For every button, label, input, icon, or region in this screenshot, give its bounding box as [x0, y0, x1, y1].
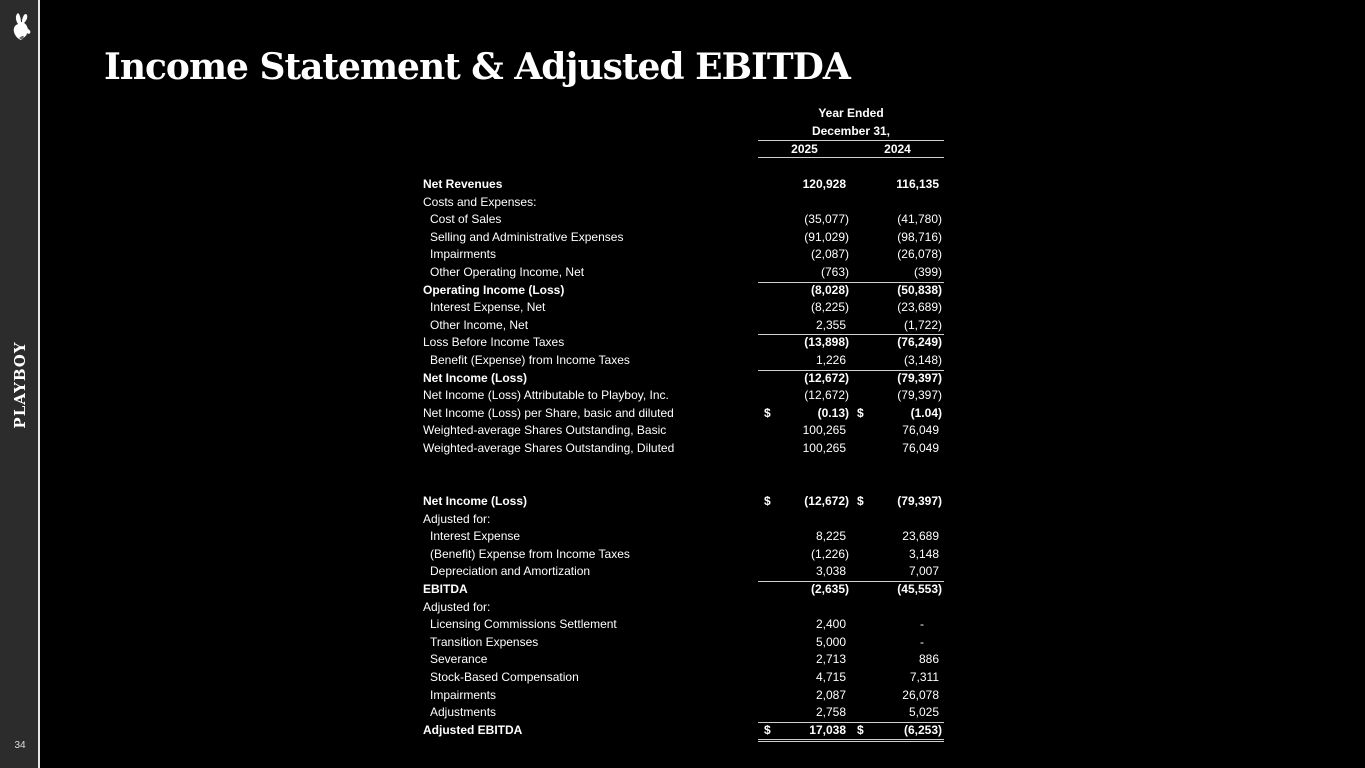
header-divider [758, 140, 944, 141]
row-label: Net Income (Loss) [423, 494, 528, 508]
cell-2025 [758, 299, 851, 317]
cell-value: 4,715 [815, 670, 846, 684]
cell-value: 3,148 [908, 546, 939, 561]
cell-2025 [758, 334, 851, 352]
cell-2024 [851, 405, 944, 423]
page-number: 34 [14, 740, 26, 751]
cell-2024 [851, 669, 944, 687]
row-label: Adjusted for: [423, 511, 491, 526]
cell-value: 2,400 [815, 617, 846, 632]
table-row [423, 493, 944, 511]
page-title: Income Statement & Adjusted EBITDA [104, 46, 850, 88]
cell-value: 76,049 [902, 441, 939, 455]
table-row [423, 722, 944, 740]
cell-value: 886 [918, 652, 939, 667]
cell-2025 [758, 352, 851, 371]
cell-2025 [758, 422, 851, 440]
cell-2025 [758, 387, 851, 405]
table-row [423, 405, 944, 423]
cell-2024 [851, 687, 944, 705]
cell-value: (12,672) [804, 370, 849, 385]
row-label: Stock-Based Compensation [430, 670, 579, 684]
table-row [423, 282, 944, 300]
row-label: Operating Income (Loss) [423, 282, 565, 297]
cell-2025 [758, 405, 851, 423]
row-label: Benefit (Expense) from Income Taxes [430, 353, 630, 367]
header-year-ended: Year Ended [818, 106, 884, 120]
row-label: Weighted-average Shares Outstanding, Diluted [423, 441, 675, 455]
row-label: Costs and Expenses: [423, 194, 537, 209]
currency-symbol: $ [764, 722, 771, 737]
table-row [423, 246, 944, 264]
cell-value: (12,672) [804, 494, 849, 508]
cell-2024 [851, 546, 944, 564]
cell-2025 [758, 669, 851, 687]
row-label: Interest Expense, Net [430, 300, 546, 315]
cell-value: 23,689 [902, 529, 939, 544]
cell-2025 [758, 511, 851, 529]
cell-value: 26,078 [902, 687, 939, 702]
cell-value: (13,898) [804, 335, 849, 350]
cell-value: 100,265 [802, 441, 846, 455]
row-label: Impairments [430, 687, 497, 702]
header-divider [758, 157, 944, 158]
cell-2024 [851, 493, 944, 511]
cell-value: (26,078) [897, 247, 942, 262]
cell-value: (1,722) [903, 317, 942, 332]
cell-2025 [758, 194, 851, 212]
cell-value: 116,135 [896, 177, 939, 191]
cell-value: 100,265 [802, 423, 846, 438]
cell-2024 [851, 616, 944, 634]
table-row [423, 563, 944, 581]
row-label: Licensing Commissions Settlement [430, 617, 617, 632]
cell-value: (0.13) [817, 405, 849, 420]
table-row [423, 440, 944, 458]
row-label: Other Operating Income, Net [430, 265, 585, 279]
cell-2024 [851, 211, 944, 229]
cell-value: 2,355 [815, 317, 846, 332]
table-row [423, 211, 944, 229]
cell-2025 [758, 546, 851, 564]
cell-value: (8,225) [810, 300, 849, 315]
cell-2024 [851, 334, 944, 352]
table-row [423, 422, 944, 440]
row-label: Depreciation and Amortization [430, 564, 591, 579]
table-row [423, 352, 944, 370]
table-row [423, 634, 944, 652]
cell-value: (41,780) [897, 212, 942, 227]
cell-2024 [851, 246, 944, 264]
cell-2025 [758, 616, 851, 634]
table-row [423, 651, 944, 669]
cell-2025 [758, 687, 851, 705]
cell-2025 [758, 563, 851, 582]
cell-value: (8,028) [810, 282, 849, 297]
cell-2024 [851, 704, 944, 723]
row-label: (Benefit) Expense from Income Taxes [430, 546, 630, 561]
cell-value: (79,397) [897, 494, 942, 508]
cell-2024 [851, 440, 944, 458]
rabbit-head-icon [10, 12, 32, 42]
sidebar [0, 0, 40, 768]
cell-2024 [851, 282, 944, 300]
cell-2024 [851, 370, 944, 388]
cell-2024 [851, 176, 944, 194]
cell-value: (2,087) [810, 247, 849, 262]
table-row [423, 669, 944, 687]
cell-2025 [758, 704, 851, 723]
cell-value: (1.04) [910, 405, 942, 420]
table-row [423, 370, 944, 388]
table-row [423, 387, 944, 405]
cell-value: 2,087 [815, 687, 846, 702]
cell-2025 [758, 370, 851, 388]
header-december: December 31, [811, 124, 891, 138]
cell-2025 [758, 528, 851, 546]
cell-2024 [851, 722, 944, 743]
row-label: Other Income, Net [430, 317, 529, 332]
table-row [423, 194, 944, 212]
currency-symbol: $ [857, 722, 864, 737]
table-row [423, 616, 944, 634]
cell-2025 [758, 211, 851, 229]
row-label: Net Income (Loss) per Share, basic and diluted [423, 405, 674, 420]
table-row [423, 704, 944, 722]
cell-value: (3,148) [903, 353, 942, 367]
cell-2024 [851, 194, 944, 212]
cell-value: (35,077) [804, 212, 849, 227]
cell-value: (45,553) [897, 582, 942, 596]
cell-value: (50,838) [897, 282, 942, 297]
table-row [423, 687, 944, 705]
cell-2024 [851, 599, 944, 617]
row-label: Severance [430, 652, 488, 667]
cell-value: 120,928 [802, 177, 846, 191]
cell-value: (79,397) [897, 388, 942, 403]
cell-2025 [758, 264, 851, 283]
cell-2025 [758, 599, 851, 617]
cell-2025 [758, 722, 851, 743]
row-label: Net Income (Loss) [423, 370, 528, 385]
table-row [423, 528, 944, 546]
currency-symbol: $ [857, 405, 864, 420]
cell-2024 [851, 581, 944, 599]
cell-value: (79,397) [897, 370, 942, 385]
cell-value: (399) [913, 265, 942, 279]
cell-value: - [920, 634, 924, 649]
table-row [423, 264, 944, 282]
table-row [423, 299, 944, 317]
table-row [423, 317, 944, 335]
cell-value: (1,226) [810, 546, 849, 561]
cell-value: 2,713 [815, 652, 846, 667]
brand-wordmark: PLAYBOY [11, 341, 29, 429]
cell-value: (91,029) [804, 229, 849, 244]
cell-2025 [758, 246, 851, 264]
currency-symbol: $ [764, 405, 771, 420]
cell-value: 2,758 [815, 705, 846, 720]
cell-2025 [758, 229, 851, 247]
cell-2024 [851, 422, 944, 440]
cell-value: (12,672) [804, 388, 849, 403]
cell-2024 [851, 528, 944, 546]
cell-value: 17,038 [809, 722, 846, 737]
table-row [423, 546, 944, 564]
row-label: EBITDA [423, 582, 468, 596]
cell-value: 1,226 [815, 353, 846, 367]
cell-2025 [758, 317, 851, 336]
cell-value: 7,007 [908, 564, 939, 579]
cell-2025 [758, 651, 851, 669]
cell-2024 [851, 511, 944, 529]
cell-value: (76,249) [897, 335, 942, 350]
row-label: Adjustments [430, 705, 497, 720]
row-label: Adjusted EBITDA [423, 722, 523, 737]
cell-value: 7,311 [909, 670, 939, 684]
header-col-2024: 2024 [884, 142, 911, 156]
cell-2024 [851, 317, 944, 336]
cell-2024 [851, 387, 944, 405]
cell-2025 [758, 581, 851, 599]
cell-2025 [758, 634, 851, 652]
table-row [423, 334, 944, 352]
cell-2024 [851, 352, 944, 371]
row-label: Impairments [430, 247, 497, 262]
cell-value: 5,000 [815, 634, 846, 649]
cell-value: 76,049 [902, 423, 939, 438]
cell-2025 [758, 440, 851, 458]
cell-2024 [851, 264, 944, 283]
row-label: Loss Before Income Taxes [423, 335, 565, 350]
cell-value: - [920, 617, 924, 632]
cell-value: 5,025 [908, 705, 939, 720]
cell-value: (763) [820, 265, 849, 279]
cell-2024 [851, 634, 944, 652]
table-row [423, 511, 944, 529]
cell-value: 8,225 [815, 529, 846, 544]
row-label: Weighted-average Shares Outstanding, Basic [423, 423, 667, 438]
table-row [423, 581, 944, 599]
row-label: Adjusted for: [423, 599, 491, 614]
cell-2024 [851, 229, 944, 247]
row-label: Selling and Administrative Expenses [430, 229, 624, 244]
header-col-2025: 2025 [791, 142, 818, 156]
cell-2025 [758, 282, 851, 300]
cell-value: 3,038 [815, 564, 846, 579]
table-row [423, 599, 944, 617]
cell-value: (2,635) [810, 582, 849, 596]
cell-2025 [758, 176, 851, 194]
row-label: Net Income (Loss) Attributable to Playboy, Inc. [423, 388, 669, 403]
cell-value: (23,689) [897, 300, 942, 315]
currency-symbol: $ [857, 494, 864, 508]
row-label: Transition Expenses [430, 634, 539, 649]
cell-2024 [851, 299, 944, 317]
cell-2024 [851, 651, 944, 669]
cell-2024 [851, 563, 944, 582]
table-row [423, 229, 944, 247]
row-label: Interest Expense [430, 529, 521, 544]
row-label: Cost of Sales [430, 212, 502, 227]
cell-2025 [758, 493, 851, 511]
cell-value: (98,716) [897, 229, 942, 244]
currency-symbol: $ [764, 494, 771, 508]
cell-value: (6,253) [903, 722, 942, 737]
row-label: Net Revenues [423, 177, 503, 191]
table-row [423, 176, 944, 194]
